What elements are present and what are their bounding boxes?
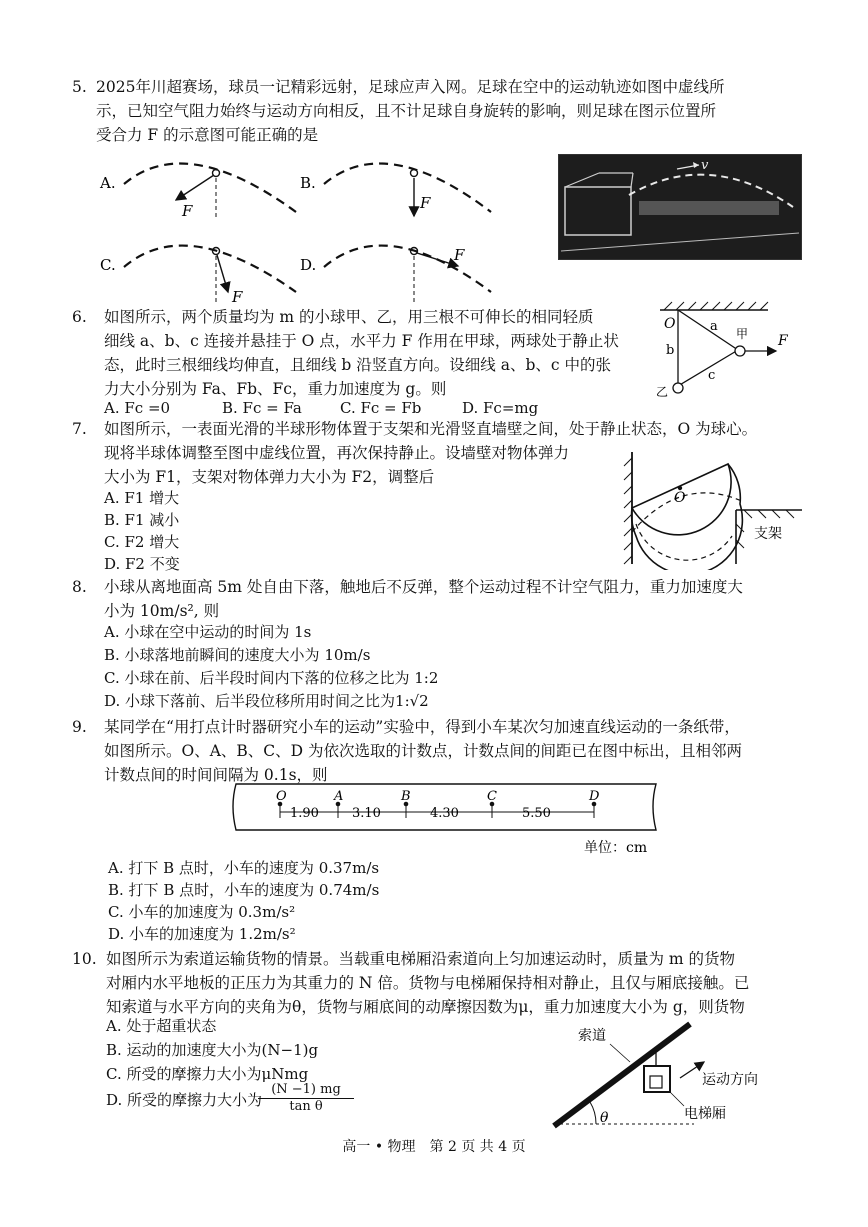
q5-d-trajectory <box>324 246 491 292</box>
hemisphere-arc <box>632 464 743 570</box>
q9-option-a: A. 打下 B 点时，小车的速度为 0.37m/s <box>108 859 380 877</box>
gap-bc: 4.30 <box>430 806 459 821</box>
q10-line-3: 知索道与水平方向的夹角为θ，货物与厢底间的动摩擦因数为μ，重力加速度大小为 g，则货物 <box>106 998 745 1016</box>
ball-yi <box>673 383 683 393</box>
direction-label: 运动方向 <box>702 1072 758 1088</box>
q7-number: 7. <box>72 420 87 438</box>
label-b: b <box>666 343 675 358</box>
support-label: 支架 <box>754 526 782 542</box>
q10-option-b: B. 运动的加速度大小为(N−1)g <box>106 1041 319 1059</box>
cabin-label: 电梯厢 <box>684 1106 726 1122</box>
q7-figure <box>612 444 808 570</box>
q5-options-figure <box>96 142 536 312</box>
tape-point-b: B <box>401 789 411 804</box>
q9-tape-figure <box>228 782 668 862</box>
tape-point-o: O <box>276 789 287 804</box>
q7-line-2: 现将半球体调整至图中虚线位置，再次保持静止。设墙壁对物体弹力 <box>104 444 570 462</box>
q5-b-ball <box>411 170 418 177</box>
q7-option-a: A. F1 增大 <box>104 489 180 507</box>
angle-theta: θ <box>600 1110 609 1126</box>
q5-option-c-label: C. <box>100 256 116 274</box>
label-c: c <box>708 368 716 383</box>
q7-line-3: 大小为 F1，支架对物体弹力大小为 F2，调整后 <box>104 468 435 486</box>
q6-option-a: A. Fc =0 <box>104 399 171 417</box>
q5-d-force-arrow <box>417 253 458 266</box>
q6-line-3: 态，此时三根细线均伸直，且细线 b 沿竖直方向。设细线 a、b、c 中的张 <box>104 356 611 374</box>
q9-line-1: 某同学在“用打点计时器研究小车的运动”实验中，得到小车某次匀加速直线运动的一条纸带， <box>104 718 740 736</box>
q6-option-c: C. Fc = Fb <box>340 399 422 417</box>
q9-number: 9. <box>72 718 87 736</box>
fraction-numerator: (N −1) mg <box>258 1082 354 1099</box>
q10-line-1: 如图所示为索道运输货物的情景。当载重电梯厢沿索道向上匀加速运动时，质量为 m 的货物 <box>106 950 736 968</box>
q7-option-d: D. F2 不变 <box>104 555 180 573</box>
q10-option-a: A. 处于超重状态 <box>106 1017 217 1035</box>
q7-line-1: 如图所示，一表面光滑的半球形物体置于支架和光滑竖直墙壁之间，处于静止状态，O 为球心。 <box>104 420 758 438</box>
label-yi: 乙 <box>656 385 669 399</box>
goal-frame <box>565 187 631 235</box>
q5-c-force-label: F <box>232 288 243 306</box>
q5-option-b-label: B. <box>300 174 316 192</box>
q5-b-trajectory <box>324 164 491 212</box>
q8-option-a: A. 小球在空中运动的时间为 1s <box>104 623 312 641</box>
q8-number: 8. <box>72 578 87 596</box>
tape-unit: 单位：cm <box>584 840 648 856</box>
point-o-label: O <box>664 316 676 332</box>
q5-option-a-label: A. <box>100 174 116 192</box>
q9-line-2: 如图所示。O、A、B、C、D 为依次选取的计数点，计数点间的间距已在图中标出，且相邻两 <box>104 742 743 760</box>
q10-number: 10. <box>72 950 97 968</box>
q5-line-1: 2025年川超赛场，球员一记精彩远射，足球应声入网。足球在空中的运动轨迹如图中虚线所 <box>96 78 725 96</box>
q5-a-force-arrow <box>176 175 214 200</box>
q10-line-2: 对厢内水平地板的正压力为其重力的 N 倍。货物与电梯厢保持相对静止，且仅与厢底接触。已 <box>106 974 750 992</box>
q10-option-d: D. 所受的摩擦力大小为 <box>106 1091 263 1109</box>
q6-figure <box>644 300 794 400</box>
wall-hatch <box>624 458 632 564</box>
ceiling-hatch <box>664 302 768 310</box>
q8-option-b: B. 小球落地前瞬间的速度大小为 10m/s <box>104 646 371 664</box>
q5-b-force-label: F <box>420 194 431 212</box>
q6-option-d: D. Fc=mg <box>462 399 539 417</box>
q6-line-4: 力大小分别为 Fa、Fb、Fc，重力加速度为 g。则 <box>104 380 447 398</box>
string-a <box>678 310 738 350</box>
q7-option-b: B. F1 减小 <box>104 511 180 529</box>
q10-fraction <box>258 1082 354 1115</box>
q5-stadium-photo <box>558 154 802 260</box>
q6-number: 6. <box>72 308 87 326</box>
q5-line-2: 示，已知空气阻力始终与运动方向相反，且不计足球自身旋转的影响，则足球在图示位置所 <box>96 102 717 120</box>
q5-line-3: 受合力 F 的示意图可能正确的是 <box>96 126 319 144</box>
label-a: a <box>710 319 718 334</box>
q6-line-1: 如图所示，两个质量均为 m 的小球甲、乙，用三根不可伸长的相同轻质 <box>104 308 594 326</box>
q9-option-b: B. 打下 B 点时，小车的速度为 0.74m/s <box>108 881 380 899</box>
gap-ab: 3.10 <box>352 806 381 821</box>
q5-a-force-label: F <box>182 202 193 220</box>
players-band <box>639 201 779 215</box>
motion-arrow <box>680 1062 704 1078</box>
q9-option-d: D. 小车的加速度为 1.2m/s² <box>108 925 296 943</box>
q10-option-c: C. 所受的摩擦力大小为μNmg <box>106 1065 309 1083</box>
center-o-label: O <box>674 490 686 506</box>
q5-d-force-label: F <box>454 246 465 264</box>
q9-line-3: 计数点间的时间间隔为 0.1s，则 <box>104 766 328 784</box>
cargo <box>650 1076 662 1088</box>
hemisphere-dashed-arc <box>636 524 732 560</box>
tape-point-a: A <box>334 789 344 804</box>
label-jia: 甲 <box>736 327 749 341</box>
ball-jia <box>735 346 745 356</box>
q5-a-trajectory <box>124 164 296 212</box>
q8-option-d: D. 小球下落前、后半段位移所用时间之比为1:√2 <box>104 692 429 710</box>
fraction-denominator: tan θ <box>289 1099 323 1114</box>
q5-number: 5. <box>72 78 87 96</box>
q10-figure <box>544 1020 788 1130</box>
velocity-label: v <box>701 158 709 173</box>
q8-option-c: C. 小球在前、后半段时间内下落的位移之比为 1:2 <box>104 669 439 687</box>
q5-c-force-arrow <box>217 255 228 292</box>
page-footer: 高一 • 物理 第 2 页 共 4 页 <box>342 1139 526 1155</box>
tape-point-c: C <box>487 789 497 804</box>
q9-option-c: C. 小车的加速度为 0.3m/s² <box>108 903 296 921</box>
q6-option-b: B. Fc = Fa <box>222 399 302 417</box>
cable-label: 索道 <box>578 1028 606 1044</box>
gap-oa: 1.90 <box>290 806 319 821</box>
q5-c-trajectory <box>124 246 296 292</box>
gap-cd: 5.50 <box>522 806 551 821</box>
q8-line-2: 小为 10m/s², 则 <box>104 602 220 620</box>
q7-option-c: C. F2 增大 <box>104 533 180 551</box>
q6-line-2: 细线 a、b、c 连接并悬挂于 O 点，水平力 F 作用在甲球，两球处于静止状 <box>104 332 619 350</box>
label-f: F <box>778 333 788 349</box>
q5-option-d-label: D. <box>300 256 317 274</box>
tape-point-d: D <box>589 789 600 804</box>
q8-line-1: 小球从离地面高 5m 处自由下落，触地后不反弹，整个运动过程不计空气阻力，重力加速度大 <box>104 578 743 596</box>
